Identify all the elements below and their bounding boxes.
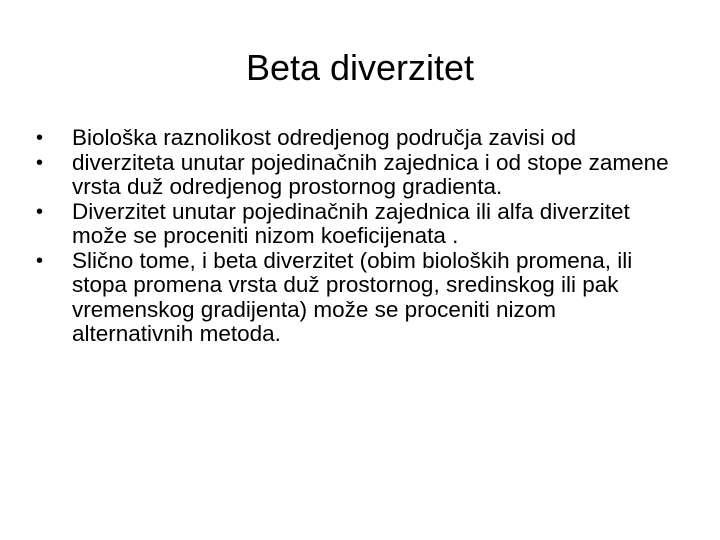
bullet-icon: • (36, 200, 44, 223)
bullet-icon: • (36, 249, 44, 272)
bullet-icon: • (36, 127, 44, 149)
list-item (36, 200, 682, 249)
bullet-text: Biološka raznolikost odredjenog područja zavisi od (72, 125, 577, 150)
bullet-text: Diverzitet unutar pojedinačnih zajednica ili alfa diverzitet može se proceniti nizom koeficijenata . (72, 198, 630, 248)
slide-title: Beta diverzitet (245, 47, 475, 88)
list-item (36, 126, 682, 151)
bullet-icon: • (36, 151, 44, 174)
bullet-text: Slično tome, i beta diverzitet (obim bioloških promena, ili stopa promena vrsta duž prostornog, sredinskog ili pak vremenskog gradijenta) može se proceniti nizom alternativnih metoda. (72, 247, 633, 346)
bullet-list (36, 126, 682, 347)
list-item (36, 249, 682, 347)
list-item (36, 151, 682, 200)
bullet-text: diverziteta unutar pojedinačnih zajednica i od stope zamene vrsta duž odredjenog prostornog gradienta. (72, 149, 669, 199)
